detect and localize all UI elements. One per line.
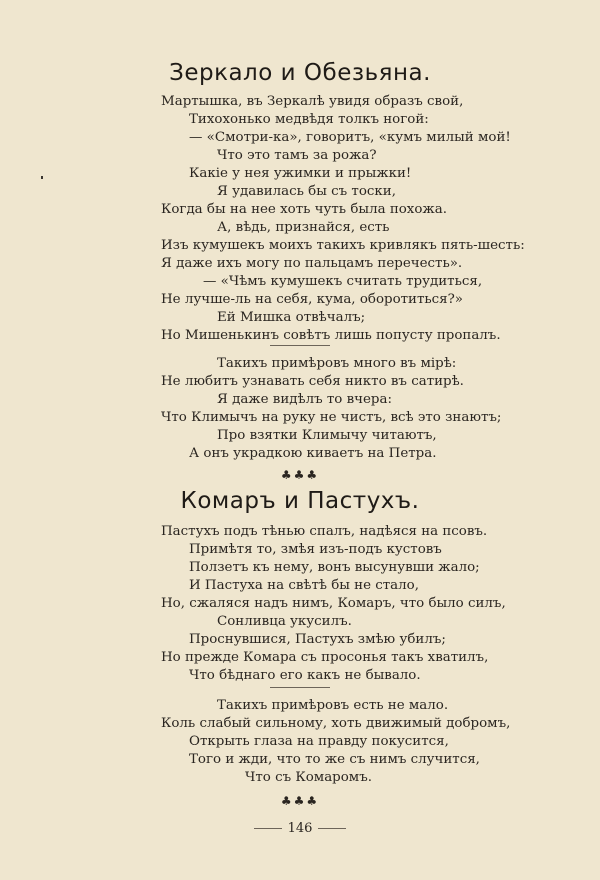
- fable2-line: Что бѣднаго его какъ не бывало.: [189, 668, 421, 683]
- fable2-moral-line: Что съ Комаромъ.: [245, 770, 373, 785]
- fable1-line: — «Смотри-ка», говоритъ, «кумъ милый мой!: [189, 130, 511, 145]
- ink-speck: [41, 176, 43, 179]
- fable2-line: И Пастуха на свѣтѣ бы не стало,: [189, 578, 419, 593]
- fable1-line: Не лучше-ль на себя, кума, оборотиться?»: [161, 292, 463, 307]
- fable2-line: Проснувшися, Пастухъ змѣю убилъ;: [189, 632, 446, 647]
- fable1-line: Тихохонько медвѣдя толкъ ногой:: [189, 112, 429, 127]
- page-number-row: [0, 821, 600, 836]
- page-number-dash: [318, 828, 346, 829]
- fable2-line: Но прежде Комара съ просонья такъ хватилъ,: [161, 650, 489, 665]
- fable1-title: Зеркало и Обезьяна.: [169, 60, 431, 86]
- ornament: ♣♣♣: [280, 794, 320, 808]
- fable1-line: Что это тамъ за рожа?: [217, 148, 377, 163]
- fable2-moral-line: Открыть глаза на правду покусится,: [189, 734, 449, 749]
- fable2-line: Ползетъ къ нему, вонъ высунувши жало;: [189, 560, 480, 575]
- fable2-moral-line: Такихъ примѣровъ есть не мало.: [217, 698, 449, 713]
- fable2-line: Но, сжаляся надъ нимъ, Комаръ, что было силъ,: [161, 596, 506, 611]
- fable1-line: Какіе у нея ужимки и прыжки!: [189, 166, 412, 181]
- fable1-line: А, вѣдь, признайся, есть: [217, 220, 390, 235]
- fable1-line: Когда бы на нее хоть чуть была похожа.: [161, 202, 447, 217]
- fable1-line: — «Чѣмъ кумушекъ считать трудиться,: [203, 274, 483, 289]
- section-divider: [270, 345, 330, 346]
- fable1-moral-line: Такихъ примѣровъ много въ мірѣ:: [217, 356, 457, 371]
- fable1-line: Изъ кумушекъ моихъ такихъ кривлякъ пять-шесть:: [161, 238, 525, 253]
- fable1-line: Ей Мишка отвѣчалъ;: [217, 310, 366, 325]
- fable1-moral-line: А онъ украдкою киваетъ на Петра.: [189, 446, 437, 461]
- section-divider: [270, 687, 330, 688]
- ornament: ♣♣♣: [280, 468, 320, 482]
- page-number-dash: [254, 828, 282, 829]
- page-number: 146: [287, 821, 313, 836]
- fable1-line: Но Мишенькинъ совѣтъ лишь попусту пропалъ.: [161, 328, 501, 343]
- fable2-title: Комаръ и Пастухъ.: [180, 488, 420, 514]
- fable2-moral-line: Того и жди, что то же съ нимъ случится,: [189, 752, 480, 767]
- fable1-moral-line: Что Климычъ на руку не чистъ, всѣ это знаютъ;: [161, 410, 502, 425]
- fable2-line: Пастухъ подъ тѣнью спалъ, надѣяся на псовъ.: [161, 524, 488, 539]
- fable2-moral-line: Коль слабый сильному, хоть движимый добромъ,: [161, 716, 511, 731]
- fable1-line: Мартышка, въ Зеркалѣ увидя образъ свой,: [161, 94, 464, 109]
- fable2-line: Сонливца укусилъ.: [217, 614, 352, 629]
- fable1-moral-line: Не любитъ узнавать себя никто въ сатирѣ.: [161, 374, 464, 389]
- fable1-moral-line: Я даже видѣлъ то вчера:: [217, 392, 392, 407]
- fable1-line: Я даже ихъ могу по пальцамъ перечесть».: [161, 256, 463, 271]
- fable1-moral-line: Про взятки Климычу читаютъ,: [217, 428, 437, 443]
- fable1-line: Я удавилась бы съ тоски,: [217, 184, 396, 199]
- fable2-line: Примѣтя то, змѣя изъ-подъ кустовъ: [189, 542, 442, 557]
